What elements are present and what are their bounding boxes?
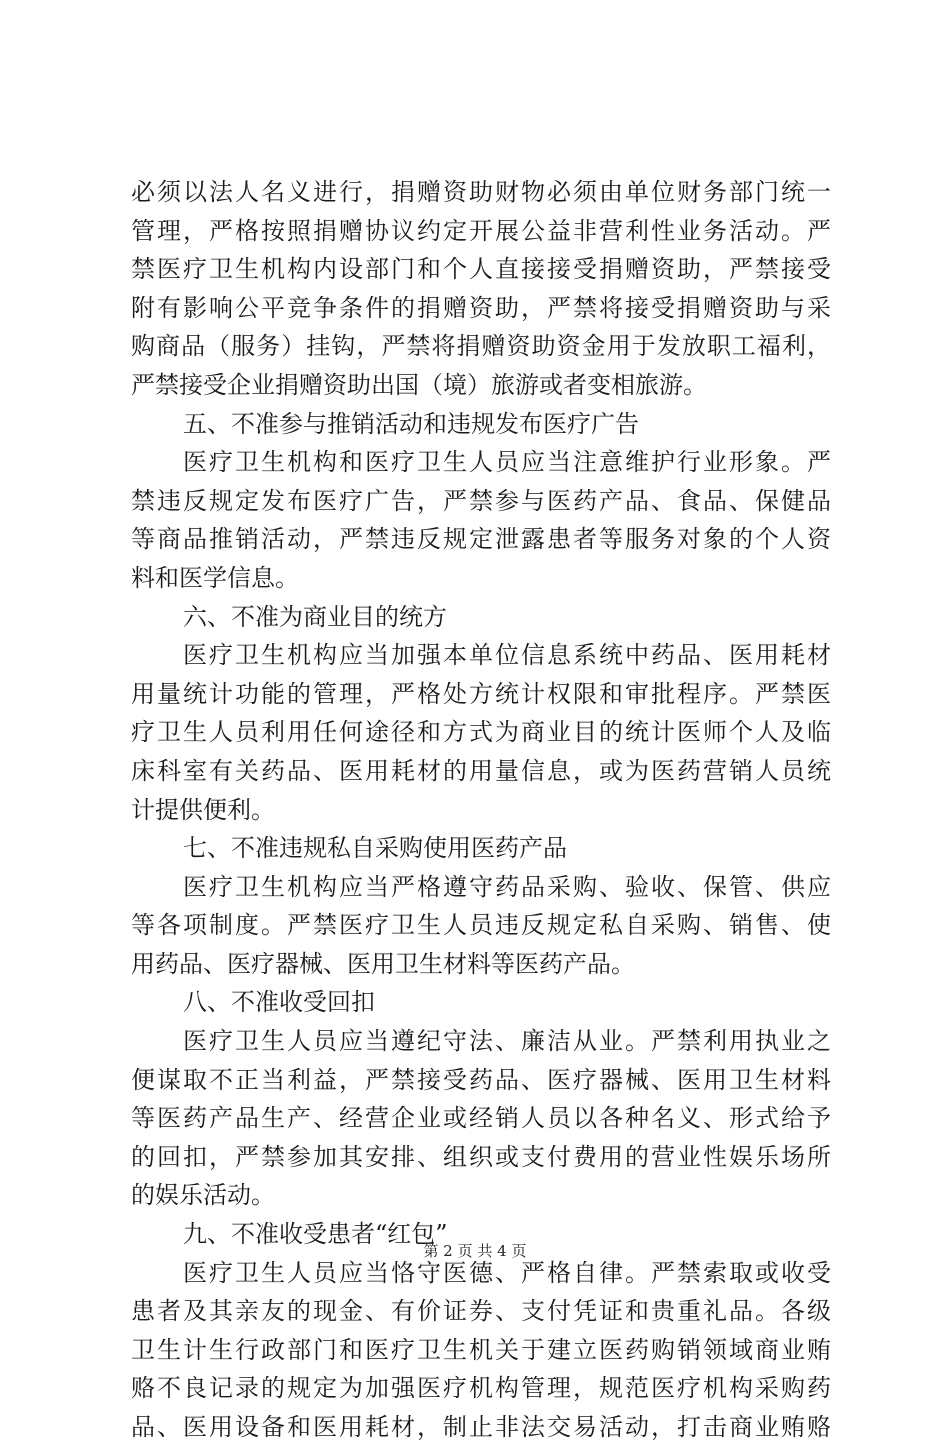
text-line: 等各项制度。严禁医疗卫生人员违反规定私自采购、销售、使 [131,911,831,940]
text-line: 用药品、医疗器械、医用卫生材料等医药产品。 [131,949,635,978]
text-line: 医疗卫生机构应当严格遵守药品采购、验收、保管、供应 [183,872,831,901]
page-footer: 第 2 页 共 4 页 [423,1242,527,1260]
text-line: 医疗卫生人员应当恪守医德、严格自律。严禁索取或收受 [183,1258,831,1287]
section-heading: 八、不准收受回扣 [183,988,375,1017]
text-line: 必须以法人名义进行，捐赠资助财物必须由单位财务部门统一 [131,178,831,206]
text-line: 品、医用设备和医用耗材，制止非法交易活动，打击商业贿赂 [131,1413,831,1441]
text-line: 患者及其亲友的现金、有价证券、支付凭证和贵重礼品。各级 [131,1297,831,1326]
section-heading: 五、不准参与推销活动和违规发布医疗广告 [183,409,639,438]
text-line: 附有影响公平竞争条件的捐赠资助，严禁将接受捐赠资助与采 [131,293,831,322]
section-heading: 七、不准违规私自采购使用医药产品 [183,834,567,863]
section-heading: 六、不准为商业目的统方 [183,602,447,631]
text-line: 计提供便利。 [131,795,275,824]
text-line: 床科室有关药品、医用耗材的用量信息，或为医药营销人员统 [131,756,831,785]
text-line: 等商品推销活动，严禁违反规定泄露患者等服务对象的个人资 [131,525,831,554]
text-line: 等医药产品生产、经营企业或经销人员以各种名义、形式给予 [131,1104,831,1133]
text-line: 用量统计功能的管理，严格处方统计权限和审批程序。严禁医 [131,679,831,708]
text-line: 医疗卫生机构和医疗卫生人员应当注意维护行业形象。严 [183,448,831,477]
text-line: 购商品（服务）挂钩，严禁将捐赠资助资金用于发放职工福利， [131,332,831,361]
text-line: 卫生计生行政部门和医疗卫生机关于建立医药购销领域商业贿 [131,1335,831,1364]
text-line: 禁医疗卫生机构内设部门和个人直接接受捐赠资助，严禁接受 [131,255,831,284]
text-line: 医疗卫生人员应当遵纪守法、廉洁从业。严禁利用执业之 [183,1027,831,1056]
text-line: 的娱乐活动。 [131,1181,275,1210]
text-line: 料和医学信息。 [131,563,299,592]
text-line: 严禁接受企业捐赠资助出国（境）旅游或者变相旅游。 [131,370,707,399]
text-line: 便谋取不正当利益，严禁接受药品、医疗器械、医用卫生材料 [131,1065,831,1094]
text-line: 管理，严格按照捐赠协议约定开展公益非营利性业务活动。严 [131,216,831,245]
section-heading: 九、不准收受患者“红包” [183,1220,448,1249]
text-line: 疗卫生人员利用任何途径和方式为商业目的统计医师个人及临 [131,718,831,747]
text-line: 的回扣，严禁参加其安排、组织或支付费用的营业性娱乐场所 [131,1142,831,1171]
text-line: 赂不良记录的规定为加强医疗机构管理，规范医疗机构采购药 [131,1374,831,1403]
text-line: 医疗卫生机构应当加强本单位信息系统中药品、医用耗材 [183,641,831,670]
text-line: 禁违反规定发布医疗广告，严禁参与医药产品、食品、保健品 [131,486,831,515]
